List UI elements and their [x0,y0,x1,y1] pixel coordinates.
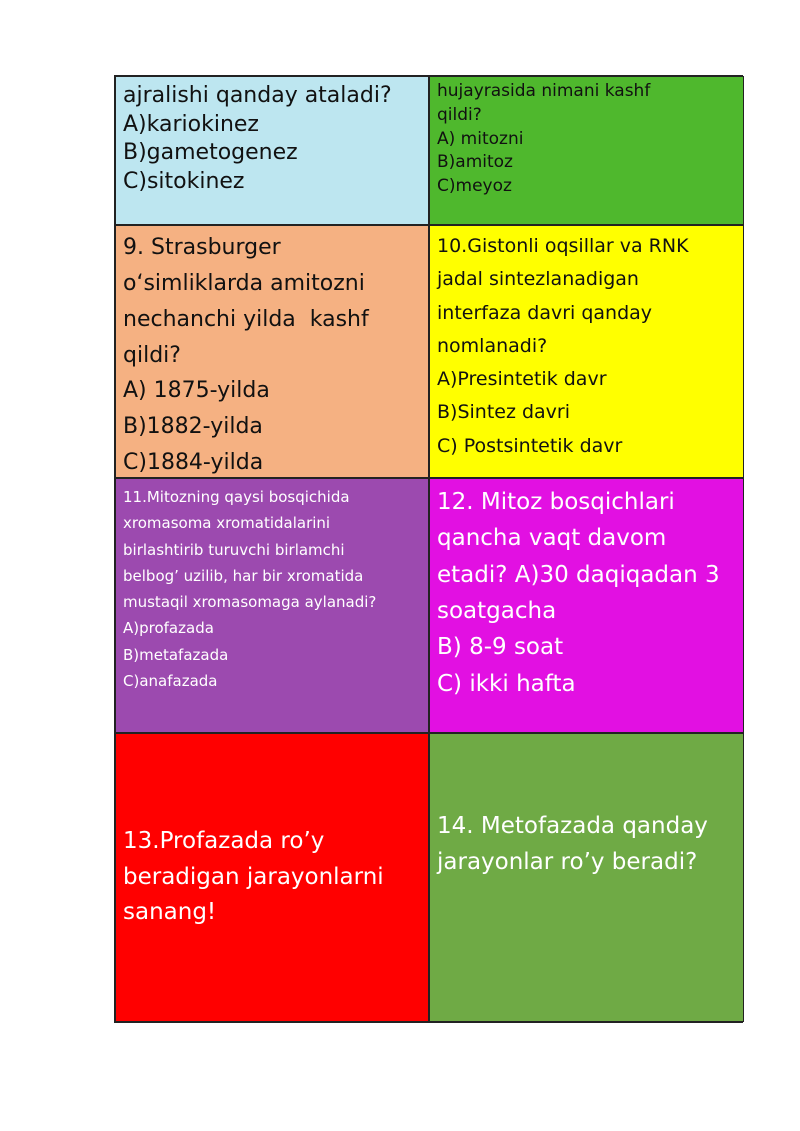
card-line: A) mitozni [437,128,524,149]
card-line: C)meyoz [437,176,512,197]
card-line: qildi? [123,342,181,368]
card-line: hujayrasida nimani kashf [437,81,651,101]
card-line: ajralishi qanday ataladi? [123,83,392,108]
question-card-11 [115,478,429,733]
card-line: A)profazada [123,619,214,638]
question-card-13 [115,733,429,1022]
card-line: A)Presintetik davr [437,368,607,390]
card-line: B)Sintez davri [437,401,571,424]
card-line: jadal sintezlanadigan [437,268,639,291]
card-line: B)gametogenez [123,140,298,166]
card-line: sanang! [123,899,217,926]
question-card-12 [429,478,744,733]
card-line: A)kariokinez [123,111,259,137]
card-line: 9. Strasburger [123,235,281,260]
card-line: jarayonlar ro’y beradi? [437,848,698,875]
question-card-1 [115,76,429,225]
card-line: C) Postsintetik davr [437,434,623,457]
card-line: etadi? A)30 daqiqadan 3 [437,561,720,588]
question-card-14 [429,733,744,1022]
question-card-10 [429,225,744,478]
card-line: nomlanadi? [437,334,548,357]
card-line: 13.Profazada ro’y [123,828,325,855]
card-line: 11.Mitozning qaysi bosqichida [123,488,350,506]
card-line: C)1884-yilda [123,450,264,476]
card-line: birlashtirib turuvchi birlamchi [123,540,345,559]
card-line: B) 8-9 soat [437,634,564,661]
card-line: C) ikki hafta [437,670,576,697]
card-line: xromasoma xromatidalarini [123,514,331,533]
question-card-grid [114,75,743,1023]
card-line: interfaza davri qanday [437,301,653,324]
card-line: C)sitokinez [123,168,245,194]
card-line: C)anafazada [123,671,218,690]
card-line: 14. Metofazada qanday [437,813,708,839]
card-line: 10.Gistonli oqsillar va RNK [437,235,689,257]
card-line: soatgacha [437,597,557,624]
card-line: belbog’ uzilib, har bir xromatida [123,566,364,585]
card-line: beradigan jarayonlarni [123,863,384,890]
card-line: 12. Mitoz bosqichlari [437,489,675,515]
question-card-9 [115,225,429,478]
card-line: nechanchi yilda kashf [123,306,369,332]
card-line: o‘simliklarda amitozni [123,270,365,296]
card-line: B)amitoz [437,152,513,173]
question-card-2 [429,76,744,225]
card-line: B)1882-yilda [123,414,263,440]
card-line: A) 1875-yilda [123,378,270,404]
card-line: qancha vaqt davom [437,525,667,552]
card-line: qildi? [437,104,482,125]
card-line: mustaqil xromasomaga aylanadi? [123,593,377,611]
card-line: B)metafazada [123,645,229,664]
